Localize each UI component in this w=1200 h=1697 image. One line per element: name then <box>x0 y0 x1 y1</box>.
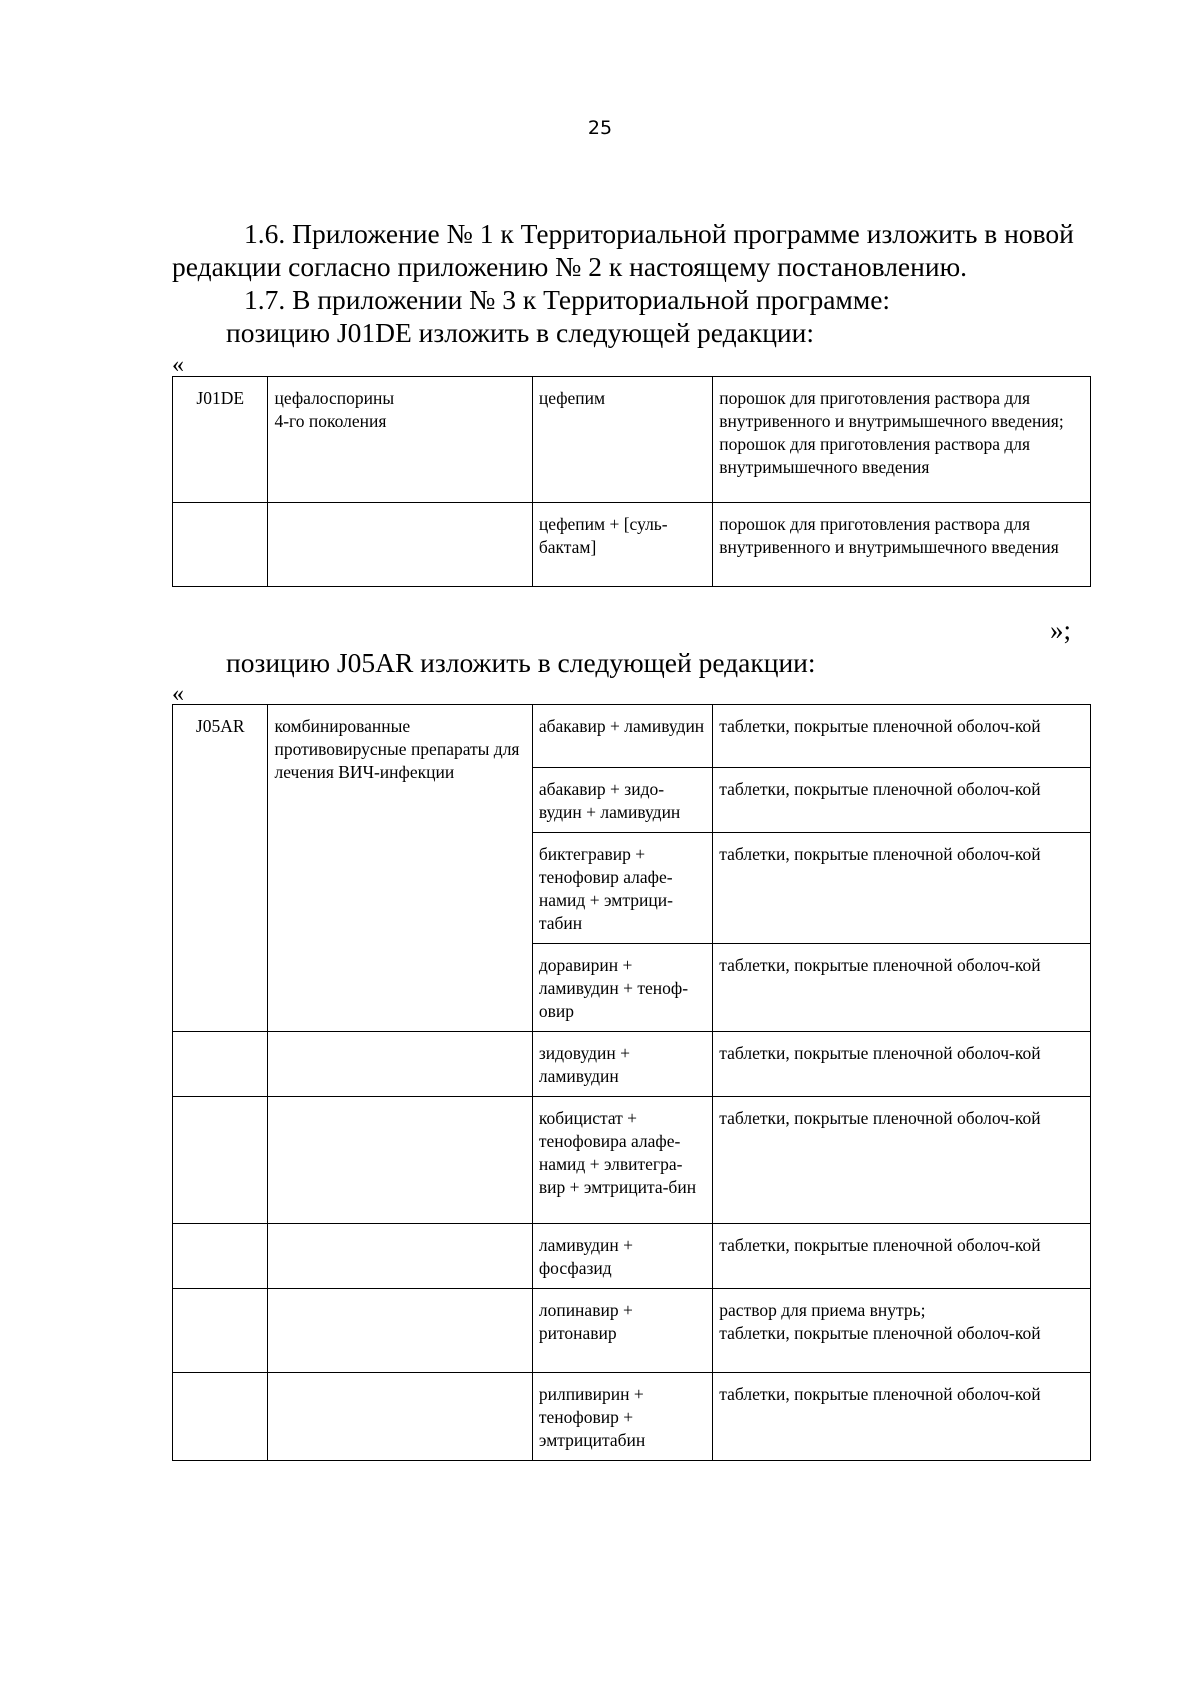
atc-code-cell <box>173 1373 268 1461</box>
drug-cell: абакавир + ламивудин <box>532 705 712 768</box>
table-row <box>173 503 1091 587</box>
group-cell <box>268 377 532 503</box>
group-cell: комбинированные противовирусные препараты для лечения ВИЧ-инфекции <box>268 705 532 1032</box>
drug-cell: цефепим <box>532 377 712 503</box>
group-cell <box>268 1373 532 1461</box>
form-cell <box>713 1289 1091 1373</box>
drug-cell: абакавир + зидо-вудин + ламивудин <box>532 768 712 833</box>
atc-code-cell <box>173 1032 268 1097</box>
form-cell <box>713 377 1091 503</box>
form-cell: таблетки, покрытые пленочной оболоч-кой <box>713 944 1091 1032</box>
table-row <box>173 1289 1091 1373</box>
atc-code-cell <box>173 503 268 587</box>
table-row <box>173 705 1091 768</box>
paragraph-1-7: 1.7. В приложении № 3 к Территориальной программе: <box>244 284 891 315</box>
form-cell: порошок для приготовления раствора для внутривенного и внутримышечного введения <box>713 503 1091 587</box>
opening-quote-2: « <box>172 681 184 707</box>
paragraph-1-6: 1.6. Приложение № 1 к Территориальной программе изложить в новой редакции согласно приложению № 2 к настоящему постановлению. <box>172 218 1074 282</box>
table-row <box>173 1032 1091 1097</box>
drug-cell: цефепим + [суль-бактам] <box>532 503 712 587</box>
group-cell <box>268 1097 532 1224</box>
drug-cell: лопинавир + ритонавир <box>532 1289 712 1373</box>
form-cell: таблетки, покрытые пленочной оболоч-кой <box>713 1373 1091 1461</box>
opening-quote-1: « <box>172 352 184 378</box>
group-cell <box>268 1032 532 1097</box>
form-text: раствор для приема внутрь; таблетки, покрытые пленочной оболоч-кой <box>719 1300 1041 1343</box>
drug-cell: кобицистат + тенофовира алафе-намид + элвитегра-вир + эмтрицита-бин <box>532 1097 712 1224</box>
drug-cell: зидовудин + ламивудин <box>532 1032 712 1097</box>
atc-code-cell <box>173 1289 268 1373</box>
atc-code-cell <box>173 1097 268 1224</box>
drug-cell: биктегравир + тенофовир алафе-намид + эмтрици-табин <box>532 833 712 944</box>
table-row <box>173 1097 1091 1224</box>
table-row <box>173 1224 1091 1289</box>
form-cell: таблетки, покрытые пленочной оболоч-кой <box>713 833 1091 944</box>
drug-cell: доравирин + ламивудин + теноф-овир <box>532 944 712 1032</box>
atc-code-cell: J01DE <box>173 377 268 503</box>
table-row <box>173 377 1091 503</box>
paragraph-j05ar-intro: позицию J05AR изложить в следующей редакции: <box>226 647 816 678</box>
form-cell: таблетки, покрытые пленочной оболоч-кой <box>713 705 1091 768</box>
form-cell: таблетки, покрытые пленочной оболоч-кой <box>713 1224 1091 1289</box>
closing-quote: »; <box>1050 615 1072 645</box>
group-text: цефалоспорины 4-го поколения <box>274 388 395 431</box>
form-cell: таблетки, покрытые пленочной оболоч-кой <box>713 1032 1091 1097</box>
form-cell: таблетки, покрытые пленочной оболоч-кой <box>713 768 1091 833</box>
table-j01de <box>172 376 1091 587</box>
form-cell: таблетки, покрытые пленочной оболоч-кой <box>713 1097 1091 1224</box>
table-row <box>173 1373 1091 1461</box>
group-cell <box>268 1289 532 1373</box>
group-cell <box>268 1224 532 1289</box>
paragraph-j01de-intro: позицию J01DE изложить в следующей редакции: <box>226 317 814 348</box>
group-cell <box>268 503 532 587</box>
drug-cell: рилпивирин + тенофовир + эмтрицитабин <box>532 1373 712 1461</box>
table-j05ar <box>172 704 1091 1461</box>
drug-cell: ламивудин + фосфазид <box>532 1224 712 1289</box>
page-number: 25 <box>587 117 613 139</box>
atc-code-cell <box>173 1224 268 1289</box>
form-text: порошок для приготовления раствора для внутривенного и внутримышечного введения; порошок для приготовления раствора для внутримышечного введения <box>719 388 1064 477</box>
atc-code-cell: J05AR <box>173 705 268 1032</box>
